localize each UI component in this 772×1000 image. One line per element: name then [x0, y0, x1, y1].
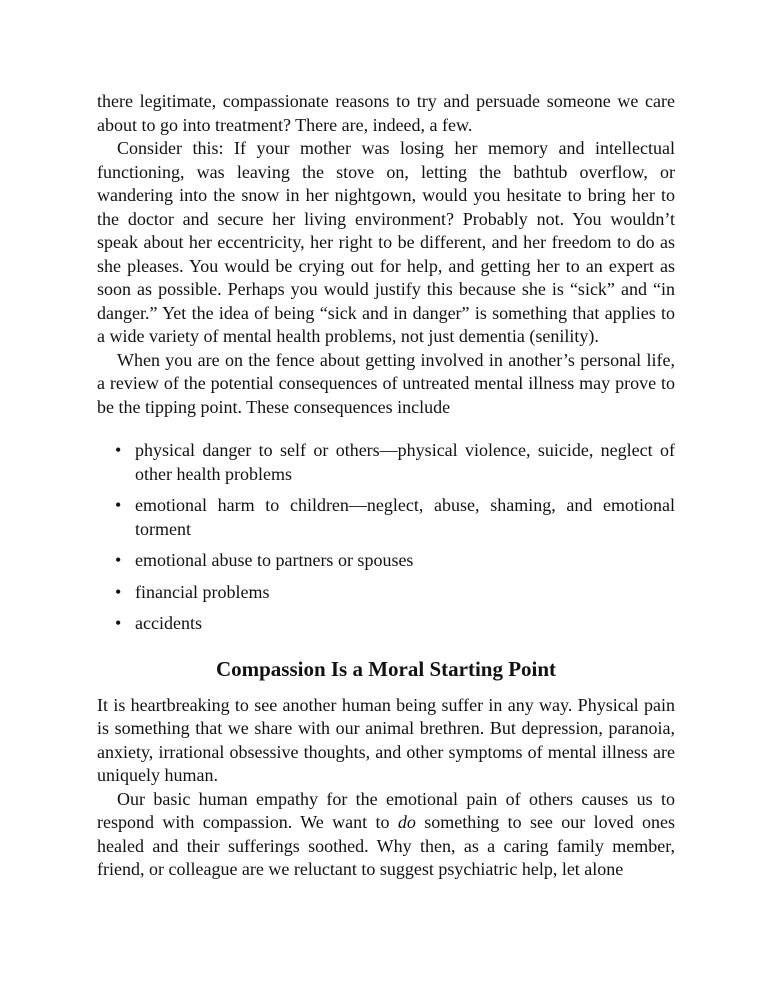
fence-paragraph: When you are on the fence about getting involved in another’s personal life, a review of the potential consequences of untreated mental illness may prove to be the tipping point. These consequences include [97, 349, 675, 417]
consequences-list [97, 439, 675, 636]
emphasized-word: do [397, 812, 416, 832]
empathy-paragraph [97, 788, 675, 882]
list-item-text: physical danger to self or others—physical violence, suicide, neglect of other health problems [135, 440, 675, 484]
page-body [97, 90, 675, 882]
section-heading: Compassion Is a Moral Starting Point [215, 656, 557, 681]
intro-paragraph: there legitimate, compassionate reasons to try and persuade someone we care about to go into treatment? There are, indeed, a few. [97, 91, 675, 135]
heartbreaking-paragraph: It is heartbreaking to see another human being suffer in any way. Physical pain is something that we share with our animal brethren. But depression, paranoia, anxiety, irrational obsessive thoughts, and other symptoms of mental illness are uniquely human. [97, 694, 675, 785]
list-item [97, 549, 675, 573]
list-item [97, 439, 675, 486]
list-item-text: accidents [135, 613, 202, 633]
list-item [97, 494, 675, 541]
list-item [97, 581, 675, 605]
consider-paragraph: Consider this: If your mother was losing her memory and intellectual functioning, was leaving the stove on, letting the bathtub overflow, or wandering into the snow in her nightgown, would you hesitate to bring her to the doctor and secure her living environment? Probably not. You wouldn’t speak about her eccentricity, her right to be different, and her freedom to do as she pleases. You would be crying out for help, and getting her to an expert as soon as possible. Perhaps you would justify this because she is “sick” and “in danger.” Yet the idea of being “sick and in danger” is something that applies to a wide variety of mental health problems, not just dementia (senility). [97, 138, 675, 346]
empathy-text-start: Our basic human empathy for the emotional pain of others causes us to respond with compassion. We want to [97, 788, 675, 832]
list-item-text: emotional abuse to partners or spouses [135, 550, 414, 570]
bullet-icon: • [115, 495, 122, 515]
list-item-text: emotional harm to children—neglect, abuse, shaming, and emotional torment [135, 495, 675, 539]
list-item-text: financial problems [135, 581, 270, 602]
bullet-icon: • [115, 550, 122, 570]
bullet-icon: • [115, 440, 122, 460]
empathy-text-end: something to see our loved ones healed and their sufferings soothed. Why then, as a caring family member, friend, or colleague are we reluctant to suggest psychiatric help, let alone [97, 812, 675, 879]
bullet-icon: • [115, 581, 122, 602]
bullet-icon: • [115, 613, 122, 633]
list-item [97, 612, 675, 636]
